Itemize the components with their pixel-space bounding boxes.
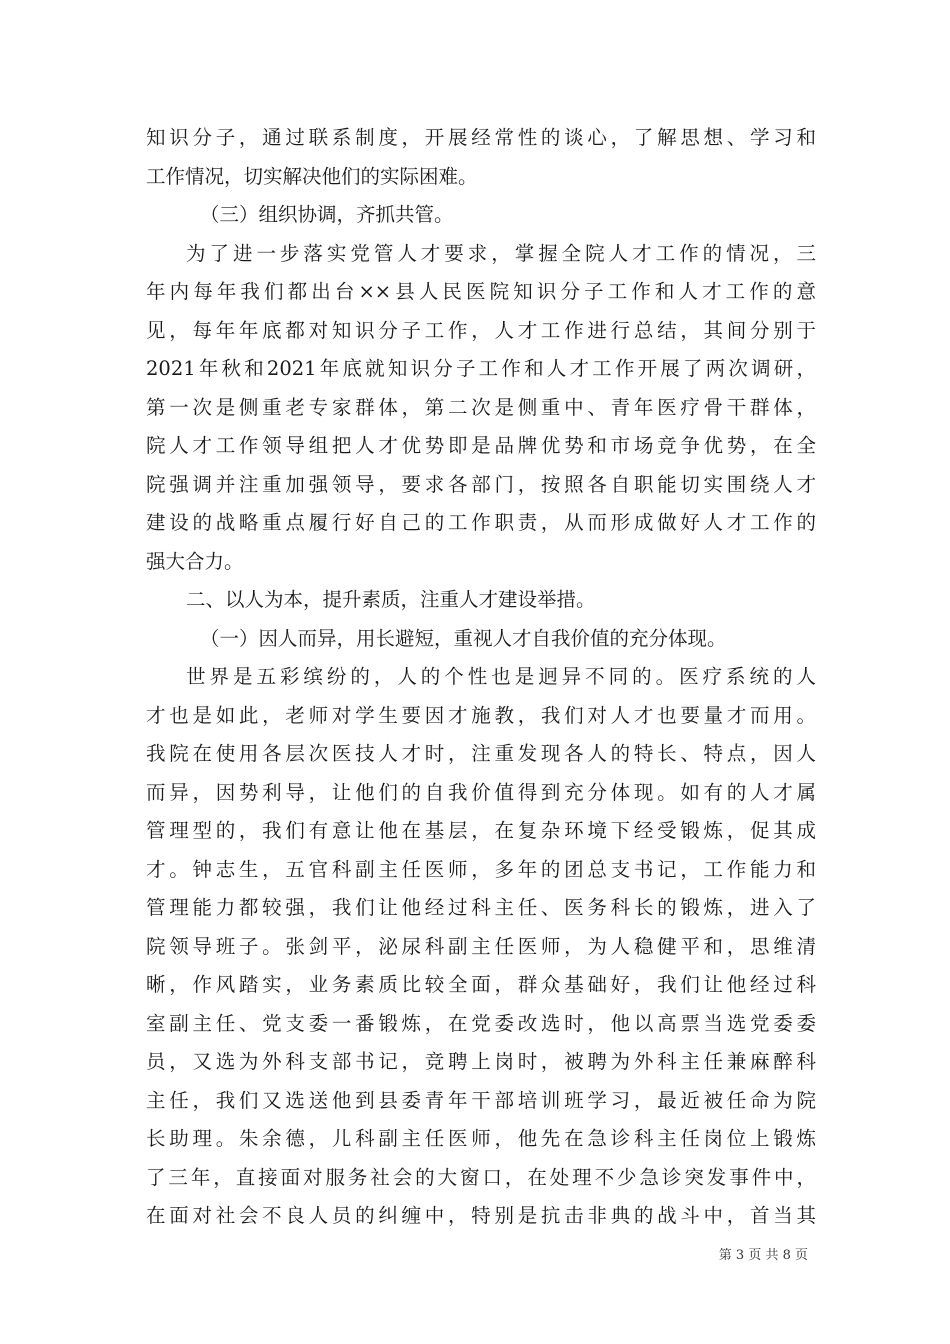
text-line: 长助理。朱余德，儿科副主任医师，他先在急诊科主任岗位上锻炼 — [146, 1127, 816, 1150]
text-line: 院领导班子。张剑平，泌尿科副主任医师，为人稳健平和，思维清 — [146, 934, 816, 958]
text-line: 院人才工作领导组把人才优势即是品牌优势和市场竞争优势，在全 — [146, 434, 816, 457]
text-line: 室副主任、党支委一番锻炼，在党委改选时，他以高票当选党委委 — [146, 1011, 816, 1035]
text-line: 世界是五彩缤纷的，人的个性也是迥异不同的。医疗系统的人 — [186, 665, 816, 688]
text-line: （一）因人而异，用长避短，重视人才自我价值的充分体现。 — [200, 626, 727, 650]
text-line: 在面对社会不良人员的纠缠中，特别是抗击非典的战斗中，首当其 — [146, 1204, 816, 1227]
text-line: 主任，我们又选送他到县委青年干部培训班学习，最近被任命为院 — [146, 1088, 816, 1112]
text-line: 第一次是侧重老专家群体，第二次是侧重中、青年医疗骨干群体， — [146, 395, 816, 419]
text-line: 晰，作风踏实，业务素质比较全面，群众基础好，我们让他经过科 — [146, 973, 816, 996]
text-line: 而异，因势利导，让他们的自我价值得到充分体现。如有的人才属 — [146, 780, 816, 804]
text-line: 知识分子，通过联系制度，开展经常性的谈心，了解思想、学习和 — [146, 126, 816, 149]
text-line: 见，每年年底都对知识分子工作，人才工作进行总结，其间分别于 — [146, 318, 816, 342]
text-line: 了三年，直接面对服务社会的大窗口，在处理不少急诊突发事件中， — [146, 1165, 816, 1189]
text-line: 管理型的，我们有意让他在基层，在复杂环境下经受锻炼，促其成 — [146, 819, 816, 842]
text-line: 年内每年我们都出台××县人民医院知识分子工作和人才工作的意 — [146, 280, 816, 303]
body-text — [146, 119, 816, 1236]
text-line: 工作情况，切实解决他们的实际困难。 — [146, 164, 478, 188]
text-line: （三）组织协调，齐抓共管。 — [200, 203, 454, 226]
text-line: 管理能力都较强，我们让他经过科主任、医务科长的锻炼，进入了 — [146, 896, 816, 919]
text-line: 2021年秋和2021年底就知识分子工作和人才工作开展了两次调研， — [146, 357, 816, 380]
text-line: 强大合力。 — [146, 549, 244, 573]
text-line: 为了进一步落实党管人才要求，掌握全院人才工作的情况，三 — [186, 241, 816, 265]
text-line: 二、以人为本，提升素质，注重人才建设举措。 — [186, 588, 596, 611]
text-line: 才。钟志生，五官科副主任医师，多年的团总支书记，工作能力和 — [146, 857, 816, 881]
text-line: 才也是如此，老师对学生要因才施教，我们对人才也要量才而用。 — [146, 703, 816, 727]
text-line: 我院在使用各层次医技人才时，注重发现各人的特长、特点，因人 — [146, 742, 816, 765]
text-line: 建设的战略重点履行好自己的工作职责，从而形成做好人才工作的 — [146, 511, 816, 534]
text-line: 员，又选为外科支部书记，竞聘上岗时，被聘为外科主任兼麻醉科 — [146, 1050, 816, 1073]
text-line: 院强调并注重加强领导，要求各部门，按照各自职能切实围绕人才 — [146, 472, 816, 496]
page-number: 第 3 页 共 8 页 — [718, 1248, 808, 1263]
